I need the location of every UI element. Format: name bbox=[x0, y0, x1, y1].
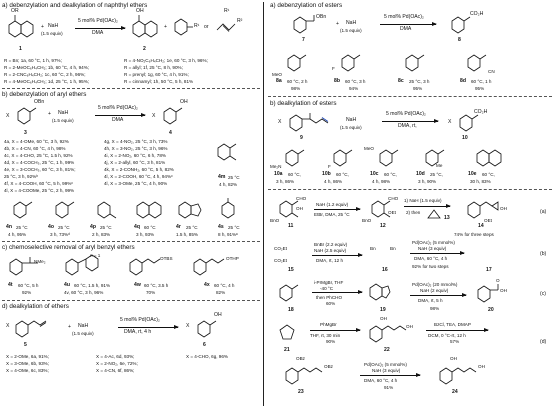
byproduct-alkene bbox=[215, 16, 237, 38]
panel-d-result-4: X = 2-NO₂, 6e, 72%; bbox=[96, 361, 138, 366]
row-item-cond-3: 60 °C bbox=[144, 225, 156, 230]
compound-10a-name: 10a bbox=[274, 171, 283, 177]
compound-4u-n: n = 1 bbox=[90, 253, 101, 258]
panel-d-conditions-bottom: DMA, rt, 4 h bbox=[124, 329, 152, 335]
panel-f-conditions-bottom: DMA, rt, bbox=[398, 123, 417, 129]
panel-b-result-left-3: 4d, X = 4-COCH₃, 25 °C, 1 h, 99% bbox=[4, 160, 75, 165]
panel-b-result-right-1: 4h, X = 3-NO₂, 25 °C, 3 h, 96% bbox=[104, 146, 168, 151]
row-item-cond-1: 25 °C bbox=[58, 225, 70, 230]
row-d-reagent-bottom: 90% bbox=[326, 339, 336, 344]
compound-2-label: 2 bbox=[143, 46, 146, 52]
compound-3-label: 3 bbox=[24, 130, 27, 136]
row-item-yield-0: 4 h, 95% bbox=[8, 232, 27, 237]
row-item-name-1: 4o bbox=[48, 224, 54, 230]
compound-14 bbox=[462, 196, 502, 222]
panel-e-arrow bbox=[380, 24, 436, 25]
compound-4x-cond: 60 °C, 4 h bbox=[214, 283, 235, 288]
panel-b-x: X bbox=[6, 113, 10, 119]
panel-e-conditions-bottom: DMA bbox=[400, 26, 412, 32]
compound-4x-othp: OTHP bbox=[226, 256, 239, 261]
compound-4w-yield: 70% bbox=[146, 290, 156, 295]
compound-10d-cond: 25 °C, bbox=[430, 172, 443, 177]
byproduct-arene bbox=[172, 16, 194, 38]
row-c-cond-bottom: DMA, rt, 5 h bbox=[418, 298, 443, 303]
panel-b-conditions-bottom: DMA bbox=[112, 117, 124, 123]
allyl-ether-5 bbox=[12, 316, 56, 340]
compound-10c-cond: 60 °C, bbox=[384, 172, 397, 177]
row-d-tag: (d) bbox=[540, 339, 547, 345]
row-item-name-5: 4s bbox=[218, 224, 224, 230]
compound-8b-sub: F bbox=[332, 66, 335, 71]
panel-f-base-equiv: (1.5 equiv) bbox=[340, 125, 362, 130]
naphthol-2 bbox=[130, 15, 160, 45]
compound-10a bbox=[280, 146, 308, 168]
compound-4w-otbs: OTBS bbox=[160, 256, 173, 261]
row-c-yield: 98% bbox=[430, 306, 440, 311]
panel-b-result-left-6: 4f, X = 4-COOH, 60 °C, 5 h, 99%ᶜ bbox=[4, 181, 73, 186]
compound-17-label: 17 bbox=[486, 267, 492, 273]
compound-8a-name: 8a bbox=[276, 78, 282, 84]
panel-a-title: a) debenzylation and dealkylation of naphthyl ethers bbox=[2, 2, 148, 9]
compound-15-label: 15 bbox=[288, 267, 294, 273]
row-a-step2: 2) then bbox=[406, 210, 421, 215]
row-b-cond-bottom: DMA, 60 °C, 4 h bbox=[414, 256, 448, 261]
compound-10b-cond: 60 °C, bbox=[336, 172, 349, 177]
panel-b-result-right-2: 4i, X = 2-NO₂, 60 °C, 6 h, 78% bbox=[104, 153, 166, 158]
compound-10e-cond: 60 °C, bbox=[482, 172, 495, 177]
panel-b-result-right-6: 4l, X = 3-OMe, 25 °C, 4 h, 90% bbox=[104, 181, 168, 186]
panel-d-base: NaH bbox=[78, 323, 89, 329]
compound-8b-cond: 60 °C, 3 h bbox=[345, 79, 366, 84]
row-c-cond-top: Pd(OAc)₂ (20 mmol%) bbox=[412, 282, 458, 287]
compound-12-bno: BnO bbox=[362, 218, 372, 223]
panel-e-obn: OBn bbox=[316, 14, 327, 20]
panel-b-result-left-0: 4a, X = 4-OMe, 60 °C, 3 h, 92% bbox=[4, 139, 69, 144]
panel-d-result-5: X = 4-CN, 6f, 86%; bbox=[96, 368, 135, 373]
allyl-ester-9 bbox=[286, 110, 338, 134]
panel-a-conditions-bottom: DMA bbox=[92, 30, 104, 36]
compound-4m-cond: 25 °C bbox=[228, 175, 240, 180]
panel-d-arrow bbox=[118, 327, 178, 328]
compound-15-sub-0: CO₂Et bbox=[274, 246, 288, 251]
compound-10b bbox=[328, 146, 356, 168]
compound-4w-name: 4w bbox=[134, 282, 141, 288]
panel-a-or: or bbox=[204, 24, 209, 30]
panel-b-arrow bbox=[95, 115, 145, 116]
compound-24-oh-0: OH bbox=[450, 356, 457, 361]
row-item-cond-5: 25 °C bbox=[228, 225, 240, 230]
aryl-ether-3 bbox=[14, 104, 38, 128]
panel-b-result-left-1: 4b, X = 4-CN, 60 °C, 4 h, 98% bbox=[4, 146, 66, 151]
compound-4u-name: 4u bbox=[64, 282, 70, 288]
compound-10c-name: 10c bbox=[370, 171, 379, 177]
row-item-cond-4: 25 °C bbox=[186, 225, 198, 230]
row-d-cond-top: BzCl, TEA, DMAP bbox=[434, 322, 471, 327]
compound-10b-name: 10b bbox=[322, 171, 331, 177]
compound-4-label: 4 bbox=[169, 130, 172, 136]
byproduct-r1: R¹ bbox=[194, 23, 200, 29]
compound-22-oh-1: OH bbox=[406, 324, 413, 329]
compound-16-sub-0: Bn bbox=[370, 246, 376, 251]
compound-12-oet: OEt bbox=[388, 210, 396, 215]
row-item-name-4: 4r bbox=[176, 224, 181, 230]
panel-b-result-right-3: 4j, X = 2-allyl, 60 °C, 3 h, 81% bbox=[104, 160, 166, 165]
row-item-yield-2: 2 h, 83% bbox=[92, 232, 111, 237]
compound-10-label: 10 bbox=[462, 135, 468, 141]
divider-b-c bbox=[2, 241, 260, 242]
compound-10e-name: 10e bbox=[468, 171, 477, 177]
compound-4u-cond: 60 °C, 1.5 h, 91% bbox=[74, 283, 111, 288]
compound-10d-sub: Me bbox=[436, 163, 443, 168]
panel-d-oh: OH bbox=[214, 312, 222, 318]
panel-e-base-equiv: (1.5 equiv) bbox=[340, 28, 362, 33]
compound-23-obz-0: OBz bbox=[296, 356, 305, 361]
compound-4w-cond: 60 °C, 3.5 h bbox=[144, 283, 169, 288]
panel-a-arrow bbox=[75, 28, 125, 29]
panel-b-result-left-7: 4l, X = 4-COOMe, 25 °C, 2 h, 99% bbox=[4, 188, 75, 193]
row-item-name-2: 4p bbox=[90, 224, 96, 230]
row-b-reagent-top: BnBr (2.2 equiv) bbox=[314, 242, 348, 247]
row-c-tag: (c) bbox=[540, 291, 546, 297]
compound-12-cho: CHO bbox=[388, 196, 399, 201]
compound-20-o: O bbox=[496, 278, 500, 283]
compound-10d bbox=[420, 146, 448, 168]
compound-10a-yield: 3 h, 86% bbox=[276, 179, 295, 184]
panel-b-conditions-top: 5 mol% Pd(OAc)₂ bbox=[98, 105, 138, 111]
byproduct-r1b: R¹ bbox=[224, 8, 230, 14]
compound-23 bbox=[282, 362, 326, 388]
compound-14-label: 14 bbox=[478, 223, 484, 229]
panel-d-result-1: X = 3-OMe, 6b, 93%; bbox=[6, 361, 50, 366]
row-b-yield: 92% for two steps bbox=[412, 264, 449, 269]
panel-d-result-3: X = 4-Ac, 6d, 93%; bbox=[96, 354, 135, 359]
row-item-yield-5: 8 h, 91%ᵉ bbox=[218, 232, 238, 237]
compound-11-label: 11 bbox=[288, 223, 294, 229]
compound-22-label: 22 bbox=[384, 347, 390, 353]
compound-7-label: 7 bbox=[302, 37, 305, 43]
compound-4o bbox=[50, 198, 78, 222]
panel-f-base: NaH bbox=[346, 117, 357, 123]
compound-8b bbox=[336, 50, 366, 74]
compound-4t-yield: 92% bbox=[22, 290, 32, 295]
panel-a-result-left-1: R = 2-MeOC₆H₄CH₂; 1b, 60 °C, 4 h, 94%; bbox=[4, 65, 90, 70]
row-item-yield-3: 3 h, 93% bbox=[136, 232, 155, 237]
compound-4t-cond: 60 °C, 5 h bbox=[18, 283, 39, 288]
row-b-arrow-1 bbox=[312, 255, 362, 256]
compound-10c-sub: MeO bbox=[364, 146, 374, 151]
panel-b-product-x: X bbox=[152, 113, 156, 119]
panel-e-title: a) debenzylation of esters bbox=[270, 2, 343, 9]
row-b-tag: (b) bbox=[540, 251, 547, 257]
divider-c-d bbox=[2, 300, 260, 301]
panel-b-result-right-5: 4l, X = 2-COOH, 60 °C, 4 h, 94%ᶜ bbox=[104, 174, 173, 179]
compound-16-label: 16 bbox=[382, 267, 388, 273]
row-item-cond-0: 25 °C bbox=[16, 225, 28, 230]
panel-b-oh: OH bbox=[180, 99, 188, 105]
compound-18 bbox=[274, 280, 304, 304]
row-d-arrow-1 bbox=[310, 330, 360, 331]
panel-b-result-left-2: 4c, X = 4-CHO, 25 °C, 1.5 h, 92% bbox=[4, 153, 73, 158]
compound-11-oh: OH bbox=[296, 206, 303, 211]
row-a-reagent-bottom: EtBr, DMA, 25 °C bbox=[314, 212, 350, 217]
compound-10d-name: 10d bbox=[416, 171, 425, 177]
compound-8-label: 8 bbox=[458, 37, 461, 43]
row-b-cond-top: Pd(OAc)₂ (5 mmol%) bbox=[412, 240, 455, 245]
row-c-cond-mid: NaH (2 equiv) bbox=[420, 288, 449, 293]
compound-21-label: 21 bbox=[284, 347, 290, 353]
panel-b-result-left-4: 4e, X = 3-COCH₃, 60 °C, 3 h, 81%; bbox=[4, 167, 76, 172]
row-c-arrow-2 bbox=[410, 295, 466, 296]
row-a-arrow-1 bbox=[314, 209, 360, 210]
compound-19-label: 19 bbox=[380, 307, 386, 313]
compound-23-obz-1: OBz bbox=[324, 364, 333, 369]
compound-11-bno: BnO bbox=[270, 218, 280, 223]
panel-b-result-right-0: 4g, X = 4-NO₂, 25 °C, 3 h, 73% bbox=[104, 139, 168, 144]
panel-b-result-right-4: 4k, X = 2-CONH₂, 60 °C, 5 h, 82% bbox=[104, 167, 174, 172]
row-d-arrow-2 bbox=[426, 330, 488, 331]
panel-b-base: NaH bbox=[58, 110, 69, 116]
compound-15-sub-1: CO₂Et bbox=[274, 258, 288, 263]
panel-d-plus: + bbox=[68, 324, 71, 330]
row-b-reagent-mid: NaH (2.5 equiv) bbox=[314, 248, 347, 253]
compound-4m-yield: 4 h, 82% bbox=[219, 182, 238, 187]
panel-b-title: b) debenzylation of aryl ethers bbox=[2, 91, 87, 98]
compound-10c-yield: 4 h, 98% bbox=[372, 179, 391, 184]
divider-a-b bbox=[2, 88, 260, 89]
panel-f-product-x: X bbox=[448, 119, 452, 125]
compound-8d-cond: 60 °C, 1 h bbox=[471, 79, 492, 84]
compound-1-label: 1 bbox=[19, 46, 22, 52]
panel-b-plus: + bbox=[48, 111, 51, 117]
compound-23-label: 23 bbox=[298, 389, 304, 395]
compound-24-oh-1: OH bbox=[478, 364, 485, 369]
compound-6-label: 6 bbox=[203, 342, 206, 348]
panel-b-base-equiv: (1.5 equiv) bbox=[52, 118, 74, 123]
compound-10c bbox=[374, 146, 402, 168]
naphthyl-or-label: OR bbox=[11, 8, 19, 14]
row-d-step-mid: NaH (3 equiv) bbox=[372, 368, 401, 373]
panel-f-arrow bbox=[382, 121, 438, 122]
panel-d-result-0: X = 2-OMe, 6a, 91%; bbox=[6, 354, 50, 359]
compound-4x-name: 4x bbox=[204, 282, 210, 288]
panel-e-co2h: CO₂H bbox=[470, 11, 484, 17]
panel-c-title: c) chemoselective removal of aryl benzyl ethers bbox=[2, 244, 135, 251]
divider-f-g bbox=[268, 189, 552, 190]
compound-10d-yield: 3 h, 90% bbox=[418, 179, 437, 184]
compound-12-label: 12 bbox=[380, 223, 386, 229]
compound-18-label: 18 bbox=[288, 307, 294, 313]
row-c-reagent-mid2: then PhCHO bbox=[316, 295, 343, 300]
row-item-yield-1: 3 h, 73%ᵈ bbox=[50, 232, 70, 237]
row-item-cond-2: 25 °C bbox=[100, 225, 112, 230]
compound-4m-name: 4m bbox=[218, 174, 226, 180]
compound-22 bbox=[366, 320, 410, 346]
panel-d-base-equiv: (1.5 equiv) bbox=[72, 331, 94, 336]
row-a-tag: (a) bbox=[540, 209, 547, 215]
compound-8d-sub: CN bbox=[488, 69, 495, 74]
panel-d-title: d) dealkylation of ethers bbox=[2, 303, 69, 310]
compound-8a-sub: MeO bbox=[272, 72, 282, 77]
panel-a-plus: + bbox=[41, 24, 44, 30]
compound-13-label: 13 bbox=[444, 215, 450, 221]
panel-b-result-left-5: 25 °C, 3 h, 92%ᵇ bbox=[4, 174, 38, 179]
row-d-reagent-mid: THF, rt, 30 min bbox=[310, 333, 341, 338]
row-d-reagent-top: PhMgBr bbox=[320, 322, 337, 327]
compound-4m bbox=[212, 138, 242, 168]
compound-16-sub-1: Bn bbox=[390, 246, 396, 251]
panel-e-base: NaH bbox=[346, 20, 357, 26]
compound-8c-cond: 25 °C, 3 h bbox=[409, 79, 430, 84]
row-item-yield-4: 1.5 h, 85% bbox=[176, 232, 198, 237]
row-d-arrow-3 bbox=[360, 375, 420, 376]
compound-19 bbox=[366, 278, 400, 306]
panel-d-conditions-top: 5 mol% Pd(OAc)₂ bbox=[120, 317, 160, 323]
panel-d-x: X bbox=[6, 323, 10, 329]
panel-a-result-right-2: R = prenyl; 1g, 60 °C, 4 h, 91%; bbox=[124, 72, 189, 77]
row-d-step-yield: 91% bbox=[384, 385, 394, 390]
panel-d-result-2: X = 4-OMe, 6c, 83%; bbox=[6, 368, 49, 373]
compound-10e bbox=[474, 146, 504, 168]
cyclopropane-13 bbox=[426, 208, 442, 220]
panel-a-plus-2: + bbox=[164, 24, 167, 30]
row-c-reagent-mid: -40 °C bbox=[320, 286, 334, 291]
compound-4n bbox=[8, 198, 36, 222]
compound-4s bbox=[216, 198, 244, 222]
compound-10a-cond: 60 °C, bbox=[288, 172, 301, 177]
compound-10e-yield: 30 h, 83% bbox=[470, 179, 491, 184]
divider-e-f bbox=[268, 96, 552, 97]
compound-10b-sub: F bbox=[328, 164, 331, 169]
panel-a-base: NaH bbox=[48, 23, 59, 29]
compound-8b-name: 8b bbox=[334, 78, 340, 84]
panel-a-result-left-3: R = 4-MeOC₆H₄CH₂; 1d, 25 °C, 1 h, 95%; bbox=[4, 79, 90, 84]
compound-4r bbox=[176, 198, 206, 222]
panel-f-co2h: CO₂H bbox=[474, 109, 488, 115]
compound-24 bbox=[436, 362, 480, 388]
compound-10b-yield: 4 h, 86% bbox=[324, 179, 343, 184]
compound-4x-yield: 82% bbox=[216, 290, 226, 295]
compound-20-oh: OH bbox=[500, 288, 507, 293]
row-d-step-top: Pd(OAc)₂ (5 mmol%) bbox=[364, 362, 407, 367]
panel-e-plus: + bbox=[336, 21, 339, 27]
compound-8a-yield: 98% bbox=[291, 86, 301, 91]
compound-5-label: 5 bbox=[24, 342, 27, 348]
compound-8b-yield: 94% bbox=[349, 86, 359, 91]
compound-8a-cond: 60 °C, 2 h bbox=[287, 79, 308, 84]
naphthol-oh-label: OH bbox=[136, 8, 144, 14]
compound-4t-amide: NMe₂ bbox=[34, 259, 46, 264]
compound-22-oh-0: OH bbox=[380, 316, 387, 321]
row-c-arrow-1 bbox=[312, 292, 362, 293]
row-item-name-0: 4n bbox=[6, 224, 12, 230]
compound-4u-yield: 4v, 60 °C, 3 h, 96% bbox=[64, 290, 104, 295]
compound-4p bbox=[92, 198, 120, 222]
row-d-step-bottom: DMA, 60 °C, 4 h bbox=[364, 378, 398, 383]
row-a-yield: 74% for three steps bbox=[454, 232, 494, 237]
compound-8d-name: 8d bbox=[460, 78, 466, 84]
compound-11-cho: CHO bbox=[296, 196, 307, 201]
panel-a-result-right-1: R = allyl; 1f, 25 °C, 8 h, 90%; bbox=[124, 65, 183, 70]
panel-b-obn: OBn bbox=[34, 99, 45, 105]
row-item-name-3: 4q bbox=[134, 224, 140, 230]
panel-a-base-equiv: (1.5 equiv) bbox=[41, 31, 63, 36]
row-a-reagent-top: NaH (1.2 equiv) bbox=[316, 202, 349, 207]
panel-a-result-left-0: R = Bn; 1a, 60 °C, 1 h, 97%; bbox=[4, 58, 62, 63]
compound-8a bbox=[282, 50, 312, 74]
panel-a-result-right-3: R = cinnamyl; 1h, 50 °C, 5 h, 81% bbox=[124, 79, 194, 84]
row-d-cond-mid: DCM, 0 °C-rt, 12 h bbox=[428, 333, 466, 338]
row-b-cond-mid: NaH (3 equiv) bbox=[418, 246, 447, 251]
row-b-reagent-bottom: DMA, rt, 12 h bbox=[316, 258, 344, 263]
row-d-cond-bottom: 57% bbox=[450, 339, 460, 344]
compound-4q bbox=[134, 198, 164, 222]
compound-14-oh: OH bbox=[500, 206, 507, 211]
compound-8c-name: 8c bbox=[398, 78, 404, 84]
compound-4t-name: 4t bbox=[8, 282, 13, 288]
row-a-step1: 1) NaH (1.5 equiv) bbox=[404, 198, 442, 203]
row-c-reagent-top: i-PrMgBr, THF bbox=[314, 280, 344, 285]
compound-14-oet: OEt bbox=[484, 218, 492, 223]
row-a-arrow-2 bbox=[404, 206, 450, 207]
phenol-4 bbox=[160, 104, 184, 128]
compound-8c-yield: 95% bbox=[413, 86, 423, 91]
compound-10a-sub: Me₂N bbox=[270, 164, 282, 169]
row-c-reagent-bottom: 60% bbox=[326, 301, 336, 306]
panel-f-conditions-top: 5 mol% Pd(OAc)₂ bbox=[386, 111, 426, 117]
column-divider bbox=[263, 2, 264, 406]
row-b-arrow-2 bbox=[410, 253, 464, 254]
panel-a-result-left-2: R = 2-CNC₆H₄CH₂; 1c, 60 °C, 2 h, 96%; bbox=[4, 72, 86, 77]
compound-24-label: 24 bbox=[452, 389, 458, 395]
compound-20-label: 20 bbox=[488, 307, 494, 313]
panel-a-conditions-top: 5 mol% Pd(OAc)₂ bbox=[78, 18, 118, 24]
phenol-6 bbox=[194, 316, 218, 340]
compound-21 bbox=[276, 322, 298, 344]
panel-e-conditions-top: 5 mol% Pd(OAc)₂ bbox=[384, 14, 424, 20]
panel-d-product-x: X bbox=[186, 323, 190, 329]
panel-d-result-6: X = 4-CHO, 6g, 96% bbox=[186, 354, 229, 359]
panel-a-result-right-0: R = 4-NO₂C₆H₄CH₂; 1e, 60 °C, 3 h, 96%; bbox=[124, 58, 208, 63]
panel-f-x: X bbox=[278, 119, 282, 125]
byproduct-r2: R² bbox=[237, 18, 243, 24]
naphthyl-ether-1 bbox=[6, 15, 36, 45]
compound-8d-yield: 95% bbox=[475, 86, 485, 91]
compound-8c bbox=[400, 50, 430, 74]
panel-f-title: b) dealkylation of esters bbox=[270, 100, 337, 107]
compound-9-label: 9 bbox=[300, 135, 303, 141]
